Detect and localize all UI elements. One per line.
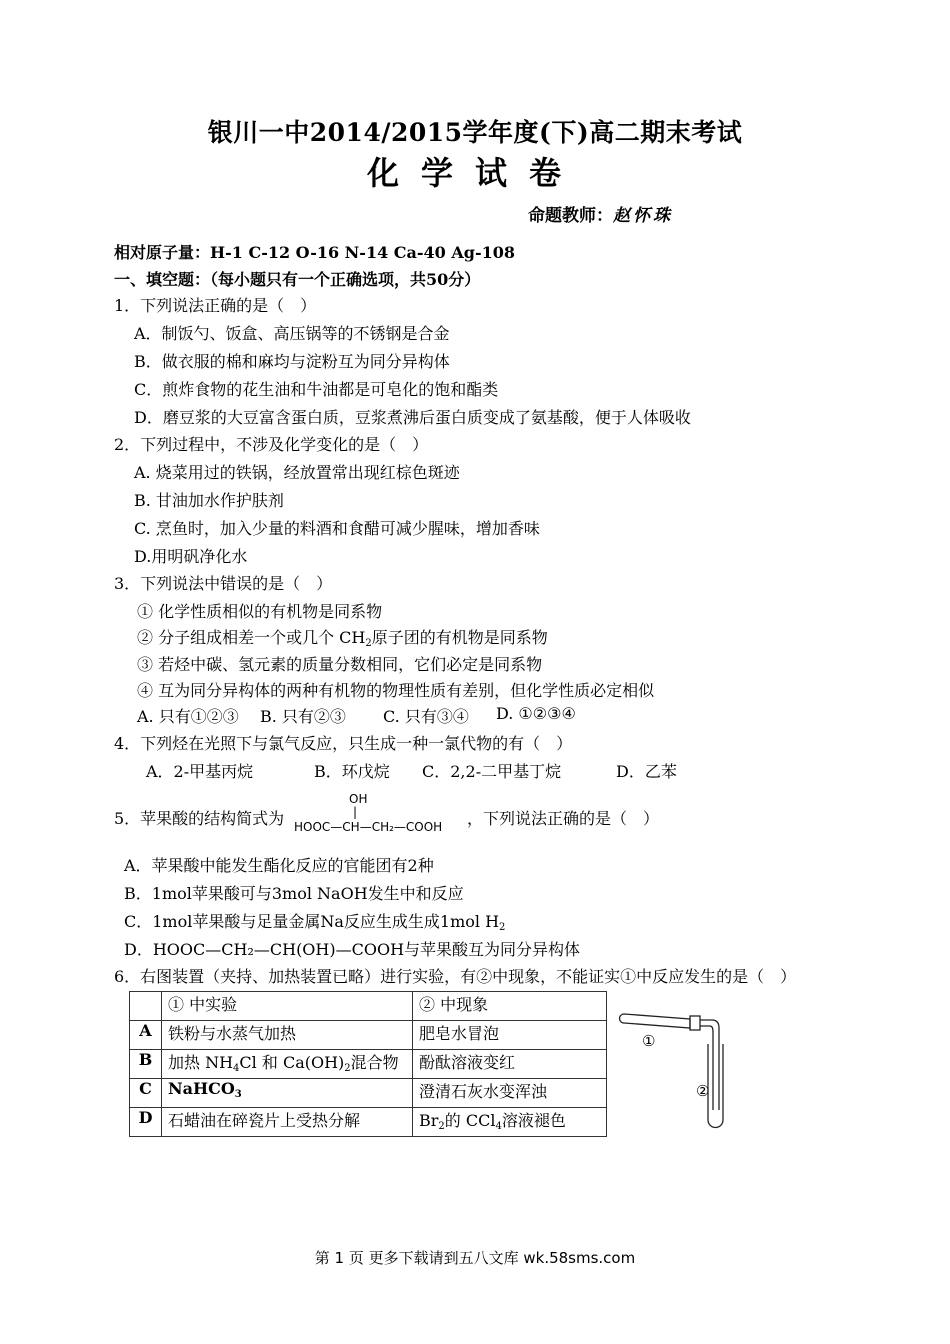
q5-option-d: D．HOOC—CH₂—CH(OH)—COOH与苹果酸互为同分异构体 [124,940,581,959]
q3-option-d: D. ①②③④ [496,704,576,723]
q2-option-c: C. 烹鱼时，加入少量的料酒和食醋可减少腥味，增加香味 [134,519,540,538]
label-2: ② [696,1082,710,1100]
q3-statement-4: ④ 互为同分异构体的两种有机物的物理性质有差别，但化学性质必定相似 [137,681,655,700]
q1-stem: 1．下列说法正确的是（ ） [114,296,317,315]
table-row [130,1050,607,1079]
row-experiment [162,1079,413,1108]
row-observation: 澄清石灰水变浑浊 [413,1079,607,1108]
q3-statement-2-text: ② 分子组成相差一个或几个 CH [137,628,366,647]
q5-option-a: A．苹果酸中能发生酯化反应的官能团有2种 [124,856,434,875]
row-experiment-sub: 3 [234,1089,242,1100]
q1-option-b: B．做衣服的棉和麻均与淀粉互为同分异构体 [134,352,450,371]
table-row [130,1079,607,1108]
q3-statement-2-rest: 原子团的有机物是同系物 [371,628,548,647]
row-key: A [130,1021,162,1050]
section-heading: 一、填空题：（每小题只有一个正确选项，共50分） [114,270,481,289]
row-observation: 酚酞溶液变红 [413,1050,607,1079]
q3-stem: 3．下列说法中错误的是（ ） [114,574,333,593]
q3-statement-3: ③ 若烃中碳、氢元素的质量分数相同，它们必定是同系物 [137,655,543,674]
author-label: 命题教师： [528,206,613,226]
q3-statement-1: ① 化学性质相似的有机物是同系物 [137,602,383,621]
q4-option-c: C．2,2-二甲基丁烷 [422,762,562,781]
row-observation-text: Br [419,1111,439,1130]
q4-stem: 4．下列烃在光照下与氯气反应，只生成一种一氯代物的有（ ） [114,734,573,753]
row-key: C [130,1079,162,1108]
author-line [528,201,673,226]
q5-stem-start: 5．苹果酸的结构简式为 [114,809,285,828]
stopper [690,1016,700,1030]
atomic-masses: 相对原子量：H-1 C-12 O-16 N-14 Ca-40 Ag-108 [114,243,515,262]
label-1: ① [642,1032,656,1050]
q1-option-a: A．制饭勺、饭盒、高压锅等的不锈钢是合金 [134,324,450,343]
table-row [130,1108,607,1137]
row-experiment-text2: Cl 和 Ca(OH) [239,1053,345,1072]
q3-option-b: B. 只有②③ [260,707,346,726]
row-experiment-text3: 混合物 [350,1053,399,1072]
row-observation-sub: 2 [438,1121,445,1132]
formula-oh: OH [349,792,368,806]
row-experiment: 铁粉与水蒸气加热 [162,1021,413,1050]
experiment-table [129,991,607,1137]
q2-option-a: A. 烧菜用过的铁锅，经放置常出现红棕色斑迹 [134,463,460,482]
row-observation [413,1108,607,1137]
table-row [130,1021,607,1050]
q1-option-d: D．磨豆浆的大豆富含蛋白质，豆浆煮沸后蛋白质变成了氨基酸，便于人体吸收 [134,408,691,427]
q5-option-b: B．1mol苹果酸可与3mol NaOH发生中和反应 [124,884,464,903]
page-footer: 第 1 页 更多下载请到五八文库 wk.58sms.com [314,1249,636,1267]
vertical-test-tube [708,1044,723,1128]
q3-statement-2 [137,625,548,648]
horizontal-test-tube [620,1014,691,1028]
q5-option-c [124,909,505,932]
row-experiment-text: 加热 NH [168,1053,234,1072]
q5-option-c-sub: 2 [499,922,506,933]
row-experiment-text: NaHCO [168,1079,235,1098]
row-experiment: 石蜡油在碎瓷片上受热分解 [162,1108,413,1137]
q4-option-b: B．环戊烷 [314,762,390,781]
table-header-key [130,992,162,1021]
q3-option-c: C. 只有③④ [383,707,469,726]
q3-statement-2-sub: 2 [365,638,372,649]
q3-option-a: A. 只有①②③ [137,707,239,726]
row-observation-sub2: 4 [495,1121,502,1132]
row-key: D [130,1108,162,1137]
q4-option-a: A．2-甲基丙烷 [146,762,254,781]
row-key: B [130,1050,162,1079]
formula-main: HOOC—CH—CH₂—COOH [294,820,443,834]
q1-option-c: C．煎炸食物的花生油和牛油都是可皂化的饱和酯类 [134,380,499,399]
formula-bond: | [353,805,358,819]
q2-option-b: B. 甘油加水作护肤剂 [134,491,284,510]
row-observation-text2: 的 CCl [444,1111,496,1130]
table-header-row [130,992,607,1021]
q4-option-d: D．乙苯 [616,762,677,781]
q5-option-c-text: C．1mol苹果酸与足量金属Na反应生成生成1mol H [124,912,500,931]
row-experiment [162,1050,413,1079]
exam-subtitle: 化学试卷 [366,154,583,192]
q6-stem: 6．右图装置（夹持、加热装置已略）进行实验，有②中现象，不能证实①中反应发生的是（ ） [114,967,797,986]
q5-stem-end: ，下列说法正确的是（ ） [467,809,660,828]
row-observation: 肥皂水冒泡 [413,1021,607,1050]
row-experiment-sub2: 2 [344,1063,351,1074]
q2-option-d: D.用明矾净化水 [134,547,248,566]
apparatus-diagram [612,1010,742,1135]
row-observation-text3: 溶液褪色 [501,1111,566,1130]
q2-stem: 2．下列过程中，不涉及化学变化的是（ ） [114,435,429,454]
exam-title: 银川一中2014/2015学年度(下)高二期末考试 [207,118,743,147]
table-header-experiment: ① 中实验 [162,992,413,1021]
author-name: 赵怀珠 [613,206,673,226]
table-header-observation: ② 中现象 [413,992,607,1021]
row-experiment-sub: 4 [233,1063,240,1074]
